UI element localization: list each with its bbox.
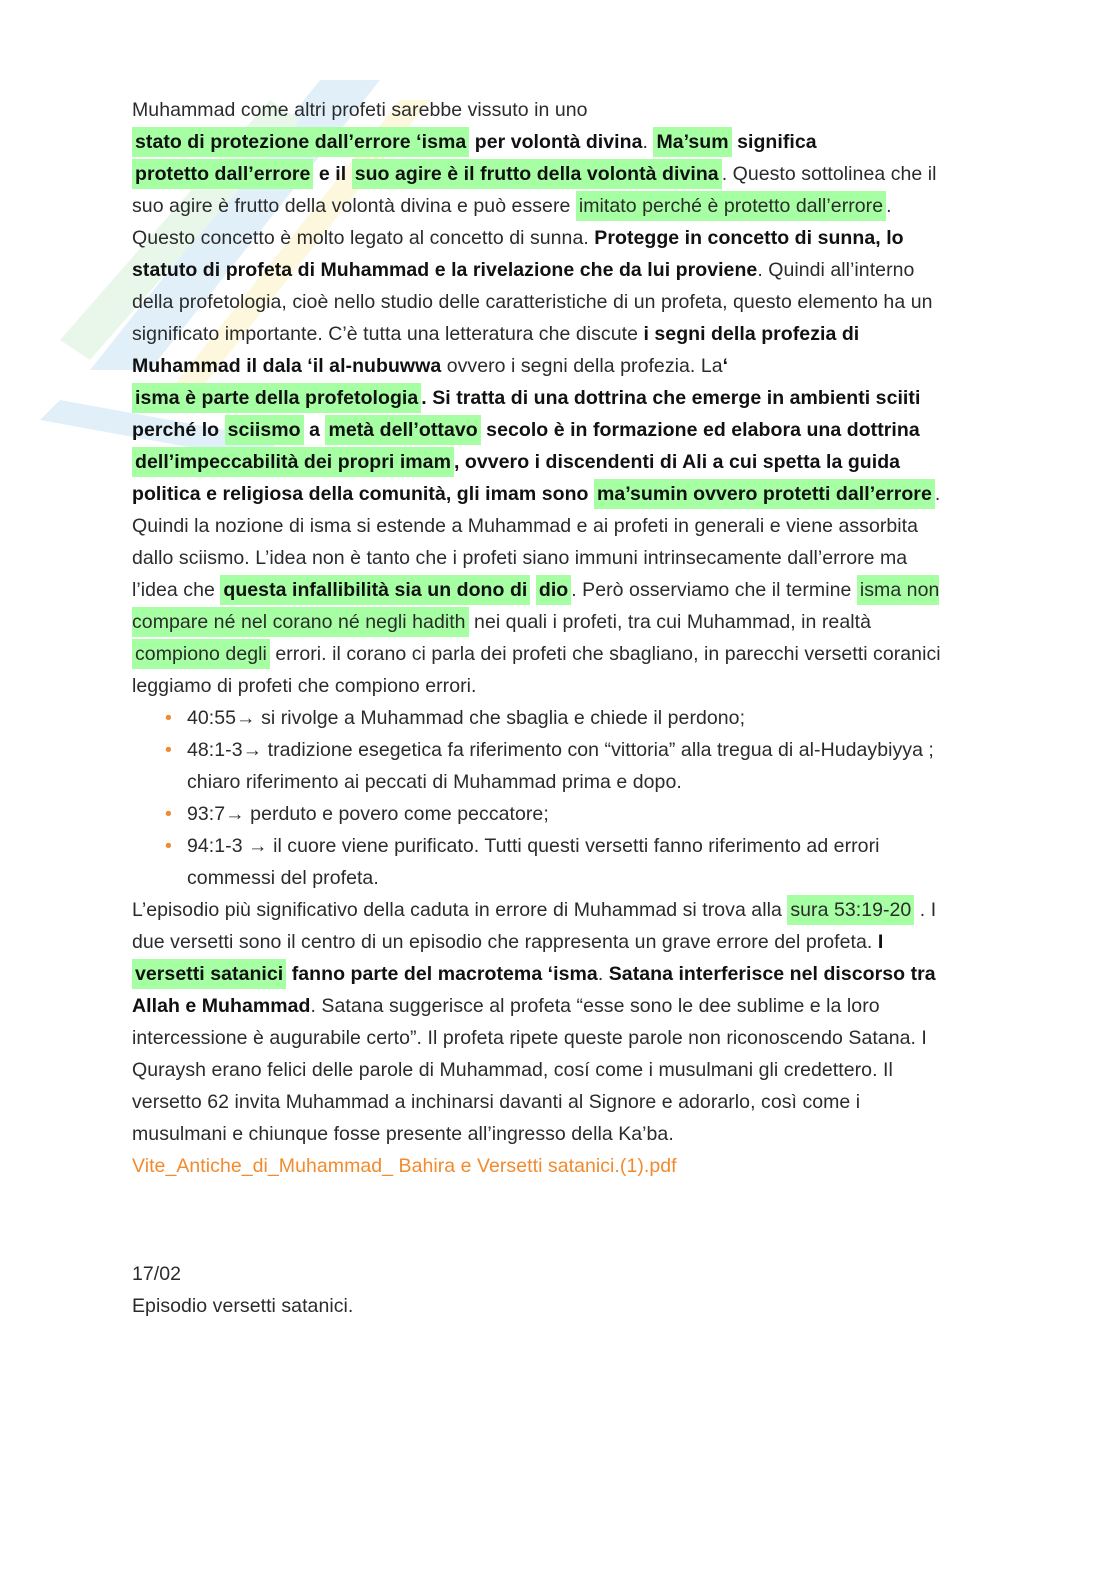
bold-text: Protegge in concetto di sunna, lo statuto di profeta di Muhammad e la rivelazione che da lui proviene [132,227,904,281]
isma-paragraph [132,94,942,702]
paragraph-text: errori. il corano ci parla dei profeti che sbagliano, in parecchi versetti coranici leggiamo di profeti che compiono errori. [132,643,941,697]
paragraph-text: Muhammad come altri profeti sarebbe vissuto in uno [132,99,588,121]
paragraph-text: . I due versetti sono il centro di un episodio che rappresenta un grave errore del profeta. [132,899,937,953]
paragraph-text: . Questo concetto è molto legato al concetto di sunna. [132,195,892,249]
paragraph-text: . Questo sottolinea che il suo agire è frutto della volontà divina e può essere [132,163,937,217]
document-page [132,94,942,1322]
verse-list [132,702,942,894]
bold-text: e il [313,163,352,185]
paragraph-text: . [597,963,609,985]
highlight-text: isma non compare né nel corano né negli hadith [132,575,939,637]
highlight-text: sciismo [225,415,304,445]
bold-text: ‘ [722,355,729,377]
highlight-text: ma’sumin ovvero protetti dall’errore [594,479,935,509]
highlight-text: versetti satanici [132,959,286,989]
paragraph-text: ovvero i segni della profezia. La [441,355,723,377]
highlight-text: metà dell’ottavo [325,415,480,445]
highlight-text: sura 53:19-20 [787,895,914,925]
paragraph-text: . Quindi all’interno della profetologia, cioè nello studio delle caratteristiche di un profeta, questo elemento ha un significato importante. C’è tutta una letteratura che discute [132,259,933,345]
highlight-text: imitato perché è protetto dall’errore [576,191,886,221]
bold-text: a [303,419,326,441]
highlight-text: dell’impeccabilità dei propri imam [132,447,454,477]
bold-text: per volontà divina [469,131,643,153]
bold-text: fanno parte del macrotema ‘isma [286,963,598,985]
paragraph-text: nei quali i profeti, tra cui Muhammad, in realtà [468,611,871,633]
paragraph-text: L’episodio più significativo della caduta in errore di Muhammad si trova alla [132,899,788,921]
paragraph-text: . Però osserviamo che il termine [571,579,857,601]
highlight-text: Ma’sum [653,127,731,157]
satanic-verses-paragraph [132,894,942,1150]
list-item: • 48:1-3→ tradizione esegetica fa riferimento con “vittoria” alla tregua di al-Hudaybiyya ; chiaro riferimento ai peccati di Muhammad prima e dopo. [187,734,942,798]
list-item: • 93:7→ perduto e povero come peccatore; [187,798,942,830]
highlight-text: suo agire è il frutto della volontà divina [352,159,722,189]
date-heading: 17/02 [132,1263,182,1285]
highlight-text: isma è parte della profetologia [132,383,421,413]
paragraph-text: . Satana suggerisce al profeta “esse sono le dee sublime e la loro intercessione è augurabile certo”. Il profeta ripete queste parole non riconoscendo Satana. I Quraysh erano felici delle parole di Muhammad, cosí come i musulmani gli credettero. Il versetto 62 invita Muhammad a inchinarsi davanti al Signore e adorarlo, così come i musulmani e chiunque fosse presente all’ingresso della Ka’ba. [132,995,927,1145]
bold-text: . Si tratta di una dottrina che emerge in ambienti sciiti perché lo [132,387,921,441]
bold-text: secolo è in formazione ed elabora una dottrina [480,419,920,441]
bold-text: i segni della profezia di Muhammad il dala ‘il al-nubuwwa [132,323,860,377]
paragraph-text: . Quindi la nozione di isma si estende a Muhammad e ai profeti in generali e viene assorbita dallo sciismo. L’idea non è tanto che i profeti siano immuni intrinsecamente dall’errore ma l’idea che [132,483,941,601]
highlight-text: dio [536,575,571,605]
next-topic-text: Episodio versetti satanici. [132,1295,354,1317]
list-item: • 94:1-3 → il cuore viene purificato. Tutti questi versetti fanno riferimento ad errori commessi del profeta. [187,830,942,894]
bold-text: , ovvero i discendenti di Ali a cui spetta la guida politica e religiosa della comunità, gli imam sono [132,451,901,505]
highlight-text: stato di protezione dall’errore ‘isma [132,127,469,157]
paragraph-text: . [642,131,654,153]
bold-text: I [877,931,884,953]
bold-text: Satana interferisce nel discorso tra Allah e Muhammad [132,963,936,1017]
bold-text: significa [731,131,817,153]
highlight-text: questa infallibilità sia un dono di [220,575,530,605]
list-item: • 40:55→ si rivolge a Muhammad che sbaglia e chiede il perdono; [187,702,942,734]
pdf-attachment-link[interactable]: Vite_Antiche_di_Muhammad_ Bahira e Versetti satanici.(1).pdf [132,1155,677,1177]
highlight-text: compiono degli [132,639,270,669]
highlight-text: protetto dall’errore [132,159,313,189]
